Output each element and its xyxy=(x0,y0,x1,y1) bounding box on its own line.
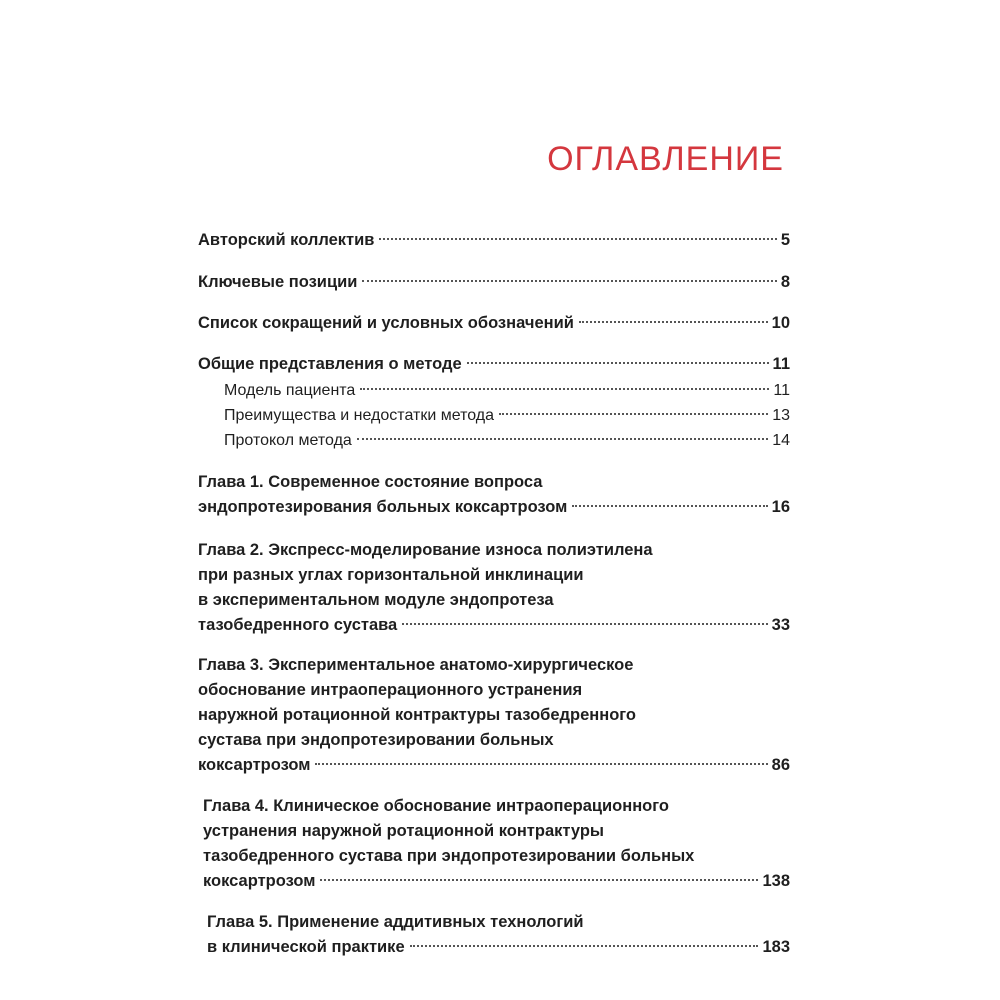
toc-page-number: 138 xyxy=(762,872,790,890)
toc-entry-line: Глава 1. Современное состояние вопроса xyxy=(198,473,543,491)
toc-page-number: 14 xyxy=(772,432,790,449)
dot-leader xyxy=(499,413,768,415)
toc-entry-line: сустава при эндопротезировании больных xyxy=(198,731,554,749)
toc-entry-abbreviations[interactable] xyxy=(198,311,790,336)
toc-subentry-protocol[interactable] xyxy=(224,428,790,453)
toc-entry-method-overview[interactable] xyxy=(198,352,790,377)
dot-leader xyxy=(572,505,767,507)
toc-entry-title: Модель пациента xyxy=(224,382,356,399)
toc-entry-title: в клинической практике xyxy=(207,938,405,956)
toc-entry-line: устранения наружной ротационной контрактуры xyxy=(203,822,605,840)
toc-page-number: 11 xyxy=(772,355,790,373)
dot-leader xyxy=(410,945,759,947)
toc-subentry-patient-model[interactable] xyxy=(224,378,790,403)
toc-page-number: 5 xyxy=(780,231,790,249)
toc-entry-line: Глава 4. Клиническое обоснование интраоперационного xyxy=(203,797,669,815)
toc-entry-title: Преимущества и недостатки метода xyxy=(224,407,494,424)
dot-leader xyxy=(362,280,776,282)
toc-page-number: 11 xyxy=(773,382,790,399)
toc-entry-chapter-4[interactable] xyxy=(203,794,790,894)
toc-entry-title: коксартрозом xyxy=(198,756,311,774)
toc-page-number: 13 xyxy=(772,407,790,424)
toc-page-number: 33 xyxy=(771,616,790,634)
toc-entry-chapter-2[interactable] xyxy=(198,538,790,638)
toc-entry-title: Протокол метода xyxy=(224,432,352,449)
dot-leader xyxy=(402,623,767,625)
toc-page-number: 183 xyxy=(762,938,790,956)
toc-entry-line: Глава 3. Экспериментальное анатомо-хирургическое xyxy=(198,656,634,674)
toc-entry-key-positions[interactable] xyxy=(198,270,790,295)
toc-entry-title: Общие представления о методе xyxy=(198,355,462,373)
toc-entry-chapter-3[interactable] xyxy=(198,653,790,778)
toc-subentry-pros-cons[interactable] xyxy=(224,403,790,428)
toc-entry-line: наружной ротационной контрактуры тазобедренного xyxy=(198,706,637,724)
toc-entry-chapter-1[interactable] xyxy=(198,470,790,520)
toc-entry-line: при разных углах горизонтальной инклинации xyxy=(198,566,584,584)
dot-leader xyxy=(315,763,767,765)
toc-page-number: 16 xyxy=(771,498,790,516)
toc-entry-title: Авторский коллектив xyxy=(198,231,375,249)
toc-entry-line: обоснование интраоперационного устранения xyxy=(198,681,583,699)
toc-entry-title: Ключевые позиции xyxy=(198,273,358,291)
toc-entry-title: коксартрозом xyxy=(203,872,316,890)
toc-entry-title: Список сокращений и условных обозначений xyxy=(198,314,574,332)
toc-entry-line: в экспериментальном модуле эндопротеза xyxy=(198,591,554,609)
toc-entry-line: Глава 5. Применение аддитивных технологий xyxy=(207,913,584,931)
dot-leader xyxy=(360,388,769,390)
toc-title: ОГЛАВЛЕНИЕ xyxy=(547,140,784,178)
dot-leader xyxy=(379,238,776,240)
toc-entry-title: эндопротезирования больных коксартрозом xyxy=(198,498,568,516)
toc-entry-line: тазобедренного сустава при эндопротезировании больных xyxy=(203,847,695,865)
dot-leader xyxy=(579,321,768,323)
dot-leader xyxy=(467,362,769,364)
toc-entry-line: Глава 2. Экспресс-моделирование износа полиэтилена xyxy=(198,541,653,559)
dot-leader xyxy=(357,438,768,440)
toc-page-number: 10 xyxy=(771,314,790,332)
toc-page-number: 86 xyxy=(771,756,790,774)
toc-page-number: 8 xyxy=(780,273,790,291)
toc-entry-title: тазобедренного сустава xyxy=(198,616,398,634)
toc-entry-authors[interactable] xyxy=(198,228,790,253)
dot-leader xyxy=(320,879,758,881)
toc-entry-chapter-5[interactable] xyxy=(207,910,790,960)
